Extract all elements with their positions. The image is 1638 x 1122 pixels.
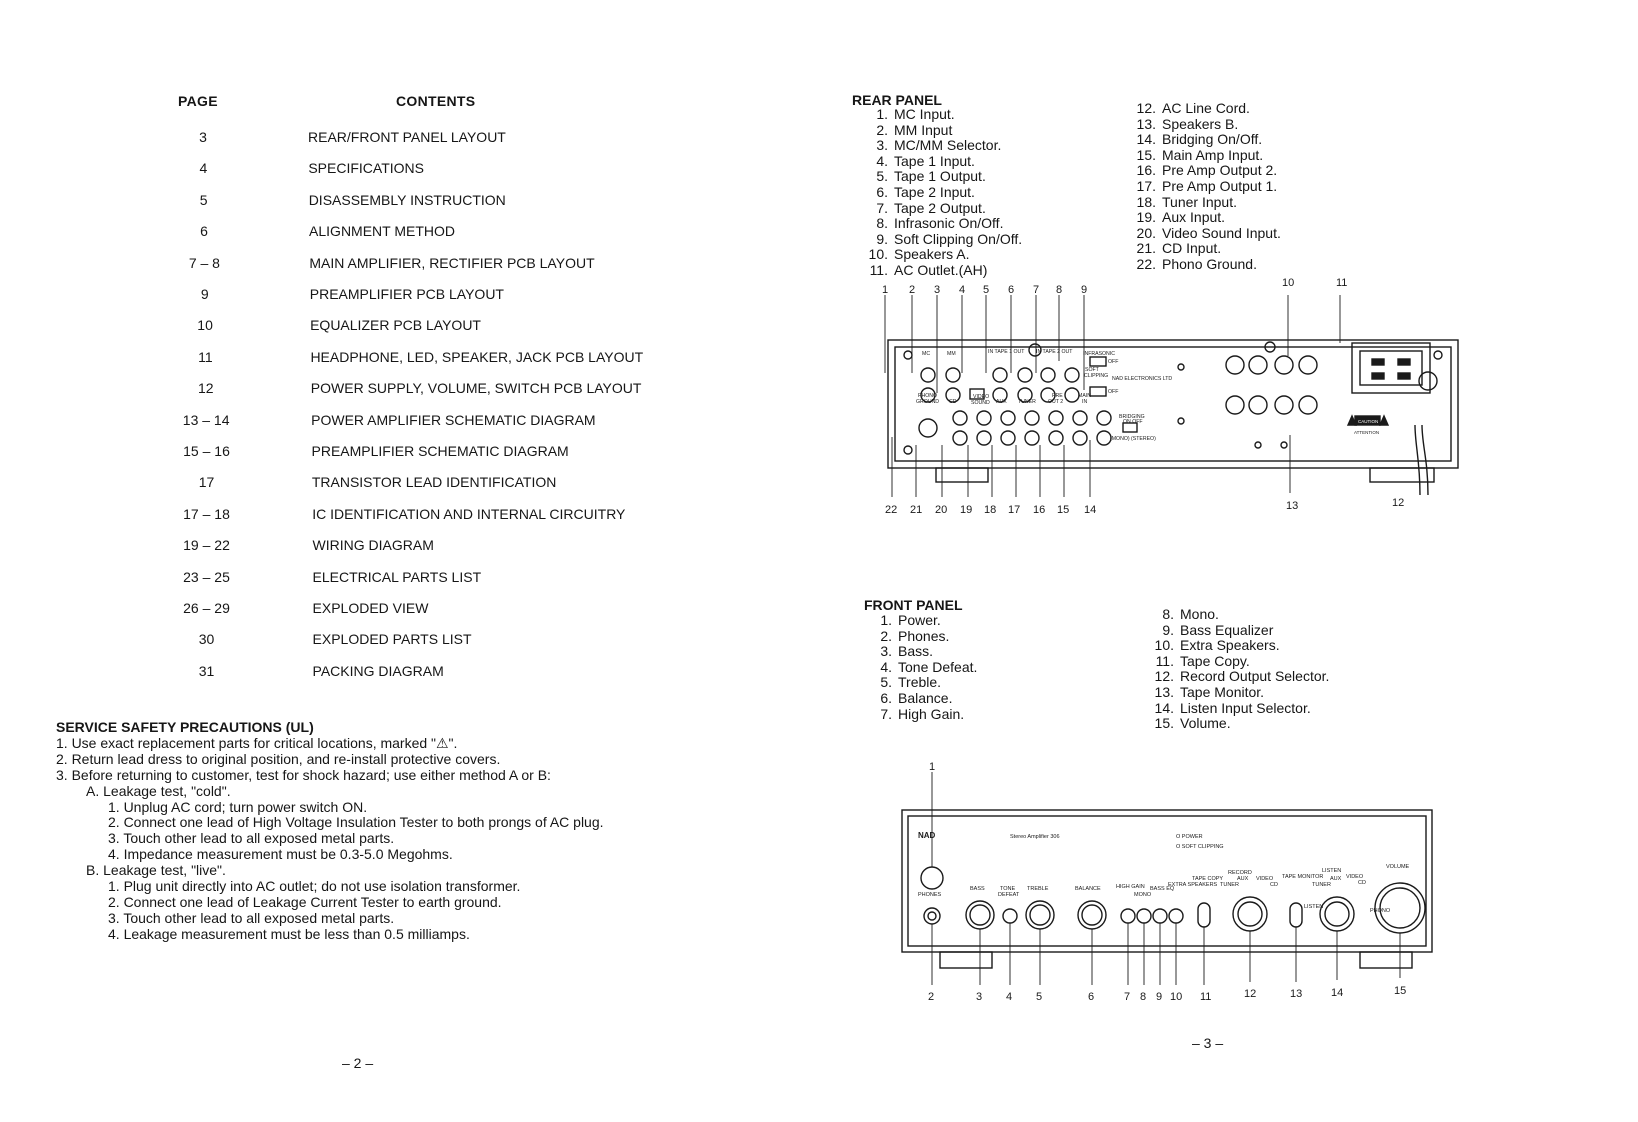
toc-title: WIRING DIAGRAM [312, 537, 434, 554]
svg-text:1: 1 [882, 284, 889, 296]
svg-text:EXTRA SPEAKERS: EXTRA SPEAKERS [1168, 882, 1218, 888]
svg-text:PRE: PRE [1052, 393, 1063, 399]
svg-text:TUNER: TUNER [1018, 399, 1036, 405]
toc-page-number: 6 [200, 223, 208, 240]
list-item-number: 1. [880, 612, 892, 628]
toc-page-number: 5 [199, 191, 208, 208]
svg-text:GROUND: GROUND [916, 399, 940, 405]
list-item-text: Bass Equalizer [1180, 621, 1274, 638]
svg-text:VIDEO: VIDEO [1256, 876, 1274, 882]
list-item-text: Balance. [898, 689, 953, 706]
svg-text:VIDEO: VIDEO [1346, 874, 1364, 880]
list-item [1134, 101, 1281, 117]
toc-page-number: 7 – 8 [188, 254, 220, 271]
list-item-text: Record Output Selector. [1180, 668, 1330, 685]
list-item-text: Volume. [1180, 715, 1231, 732]
list-item-number: 15. [1136, 146, 1156, 163]
toc-page-number: 10 [197, 317, 213, 334]
svg-text:Stereo Amplifier 306: Stereo Amplifier 306 [1010, 834, 1060, 840]
svg-text:OUT 2: OUT 2 [1048, 399, 1064, 405]
svg-text:VIDEO: VIDEO [973, 394, 990, 400]
toc-title: POWER SUPPLY, VOLUME, SWITCH PCB LAYOUT [310, 380, 642, 397]
list-item [870, 675, 977, 691]
list-item-number: 5. [876, 168, 888, 185]
list-item-text: Power. [898, 612, 941, 628]
speaker-terminals [1226, 356, 1317, 448]
svg-text:LISTEN: LISTEN [1304, 904, 1324, 910]
page-number-right: – 3 – [1192, 1035, 1224, 1051]
list-item [1152, 701, 1329, 717]
list-item-text: Speakers B. [1162, 115, 1239, 132]
svg-text:MAIN: MAIN [1078, 393, 1091, 399]
list-item-number: 13. [1154, 683, 1174, 700]
toc-page-number: 9 [200, 286, 209, 302]
list-item [866, 185, 1022, 201]
list-item-number: 12. [1136, 100, 1156, 116]
svg-text:CD: CD [949, 399, 957, 405]
svg-text:ATTENTION: ATTENTION [1354, 430, 1380, 435]
list-item-number: 7. [880, 705, 892, 722]
toc-page-number: 17 [198, 474, 215, 491]
svg-text:17: 17 [1008, 504, 1021, 516]
svg-text:5: 5 [1036, 991, 1043, 1003]
list-item [1134, 257, 1281, 273]
list-item-text: Tape 1 Input. [894, 152, 975, 169]
list-item [866, 169, 1022, 185]
svg-text:18: 18 [984, 504, 997, 516]
svg-text:BASS: BASS [970, 886, 985, 892]
list-item-text: Infrasonic On/Off. [894, 215, 1004, 232]
list-item-text: Extra Speakers. [1180, 637, 1280, 654]
svg-text:PHONO: PHONO [1370, 908, 1391, 914]
toc-page-number: 31 [198, 662, 215, 679]
svg-text:19: 19 [960, 504, 973, 516]
list-item-text: Main Amp Input. [1162, 146, 1264, 163]
list-item-number: 22. [1136, 255, 1156, 272]
svg-text:16: 16 [1033, 504, 1046, 516]
svg-text:TREBLE: TREBLE [1027, 886, 1049, 892]
toc-title: MAIN AMPLIFIER, RECTIFIER PCB LAYOUT [309, 254, 595, 271]
svg-text:TUNER: TUNER [1220, 882, 1239, 888]
list-item-text: Tape Monitor. [1180, 683, 1265, 700]
list-item-number: 6. [876, 183, 888, 200]
svg-text:HIGH GAIN: HIGH GAIN [1116, 884, 1145, 890]
toc-page-number: 17 – 18 [183, 505, 230, 522]
svg-text:O SOFT CLIPPING: O SOFT CLIPPING [1176, 844, 1224, 850]
toc-title: HEADPHONE, LED, SPEAKER, JACK PCB LAYOUT [310, 348, 644, 365]
svg-text:TUNER: TUNER [1312, 882, 1331, 888]
list-item-text: Tuner Input. [1162, 193, 1237, 210]
svg-text:8: 8 [1056, 284, 1063, 296]
toc-title: ELECTRICAL PARTS LIST [312, 568, 482, 585]
toc-page-number: 12 [198, 380, 214, 397]
list-item-text: Tone Defeat. [898, 658, 978, 675]
toc-title: EXPLODED PARTS LIST [312, 631, 472, 648]
svg-text:12: 12 [1244, 988, 1257, 1000]
list-item-text: Pre Amp Output 1. [1162, 177, 1278, 194]
toc-title: POWER AMPLIFIER SCHEMATIC DIAGRAM [311, 411, 596, 428]
svg-text:9: 9 [1081, 284, 1088, 296]
safety-line: 3. Before returning to customer, test for shock hazard; use either method A or B: [56, 766, 551, 783]
svg-text:3: 3 [976, 991, 983, 1003]
toc-title: IC IDENTIFICATION AND INTERNAL CIRCUITRY [312, 505, 626, 522]
list-item [1134, 210, 1281, 226]
toc-title: PREAMPLIFIER PCB LAYOUT [309, 286, 504, 302]
svg-text:AUX: AUX [1330, 876, 1342, 882]
front-panel-list-right [1152, 607, 1329, 732]
svg-text:12: 12 [1392, 497, 1405, 509]
list-item [1134, 195, 1281, 211]
list-item-number: 4. [876, 152, 888, 169]
svg-text:CD: CD [1270, 882, 1278, 888]
list-item [866, 232, 1022, 248]
svg-text:2: 2 [928, 991, 935, 1003]
list-item-text: CD Input. [1162, 240, 1222, 257]
svg-text:10: 10 [1282, 277, 1295, 289]
svg-text:INFRASONIC: INFRASONIC [1083, 351, 1115, 357]
list-item [1152, 669, 1329, 685]
page-number-left: – 2 – [342, 1055, 374, 1071]
list-item [1152, 716, 1329, 732]
svg-text:8: 8 [1140, 991, 1147, 1003]
svg-text:SOFT: SOFT [1085, 367, 1099, 373]
svg-text:NAD ELECTRONICS LTD: NAD ELECTRONICS LTD [1112, 376, 1173, 382]
list-item [866, 201, 1022, 217]
svg-text:9: 9 [1156, 991, 1163, 1003]
svg-text:IN TAPE 1 OUT: IN TAPE 1 OUT [988, 349, 1025, 355]
svg-text:14: 14 [1084, 504, 1097, 516]
toc-page-header: PAGE [178, 93, 218, 109]
toc-title: SPECIFICATIONS [308, 160, 424, 177]
rear-panel-list-left [866, 107, 1022, 279]
toc-title: DISASSEMBLY INSTRUCTION [308, 191, 506, 208]
rear-panel-list-right [1134, 101, 1281, 273]
list-item-number: 2. [876, 121, 888, 138]
list-item-text: Aux Input. [1162, 209, 1226, 226]
svg-text:(MONO) (STEREO): (MONO) (STEREO) [1110, 436, 1156, 442]
toc-title: REAR/FRONT PANEL LAYOUT [308, 129, 506, 145]
list-item-number: 10. [1154, 637, 1174, 654]
list-item-number: 14. [1154, 699, 1174, 716]
toc-page-number: 30 [198, 631, 215, 648]
list-item-number: 11. [869, 261, 888, 278]
safety-line: 1. Plug unit directly into AC outlet; do not use isolation transformer. [108, 878, 521, 895]
toc-page-number: 11 [198, 348, 213, 365]
list-item-text: AC Line Cord. [1162, 100, 1250, 116]
svg-text:CAUTION: CAUTION [1358, 419, 1379, 424]
list-item [1152, 607, 1329, 623]
list-item-text: Pre Amp Output 2. [1162, 162, 1278, 179]
safety-line: 1. Use exact replacement parts for critical locations, marked "⚠". [56, 734, 458, 751]
safety-line: B. Leakage test, "live". [86, 862, 226, 879]
svg-text:OFF: OFF [1108, 389, 1119, 395]
list-item-number: 12. [1154, 668, 1174, 685]
list-item-text: Tape 2 Input. [894, 183, 975, 200]
front-panel-diagram [880, 760, 1460, 1020]
list-item [866, 263, 1022, 279]
list-item-number: 18. [1136, 193, 1156, 210]
list-item [1134, 241, 1281, 257]
svg-text:1: 1 [929, 761, 936, 773]
list-item-number: 3. [880, 643, 892, 660]
list-item-number: 16. [1136, 162, 1156, 179]
list-item-text: MM Input [894, 121, 953, 138]
list-item-number: 21. [1136, 240, 1156, 257]
list-item-number: 4. [880, 658, 892, 675]
svg-text:O POWER: O POWER [1176, 834, 1203, 840]
svg-text:13: 13 [1290, 988, 1303, 1000]
toc-page-number: 15 – 16 [183, 443, 230, 459]
list-item-text: Bridging On/Off. [1162, 131, 1263, 148]
svg-text:AUX: AUX [996, 399, 1007, 405]
svg-text:11: 11 [1336, 277, 1348, 289]
list-item-text: Soft Clipping On/Off. [894, 230, 1023, 247]
svg-text:ON OFF: ON OFF [1123, 419, 1143, 425]
svg-text:10: 10 [1170, 991, 1183, 1003]
front-panel-list-left [870, 613, 977, 722]
rear-panel-title: REAR PANEL [852, 92, 942, 108]
list-item-text: Mono. [1180, 606, 1219, 622]
list-item [870, 691, 977, 707]
svg-text:2: 2 [909, 284, 916, 296]
svg-text:PHONES: PHONES [918, 892, 942, 898]
list-item [870, 629, 977, 645]
svg-text:15: 15 [1394, 985, 1407, 997]
toc-page-number: 3 [199, 129, 207, 145]
list-item-number: 13. [1136, 115, 1156, 132]
toc-contents-header: CONTENTS [396, 93, 476, 109]
list-item-text: Listen Input Selector. [1180, 699, 1311, 716]
list-item [1134, 132, 1281, 148]
toc-page-number: 23 – 25 [183, 568, 230, 585]
front-panel-title: FRONT PANEL [864, 597, 963, 613]
safety-line: 2. Return lead dress to original position, and re-install protective covers. [56, 750, 501, 767]
list-item [866, 247, 1022, 263]
list-item-number: 20. [1136, 224, 1156, 241]
list-item-number: 9. [1162, 621, 1174, 638]
toc-page-number: 26 – 29 [183, 600, 230, 616]
svg-text:15: 15 [1057, 504, 1070, 516]
list-item-number: 2. [880, 627, 892, 644]
toc-page-number: 4 [199, 160, 208, 177]
list-item [1134, 179, 1281, 195]
svg-text:LISTEN: LISTEN [1322, 868, 1342, 874]
rca-jacks-bottom [919, 411, 1111, 445]
safety-line: 2. Connect one lead of High Voltage Insulation Tester to both prongs of AC plug. [108, 814, 604, 831]
list-item [1152, 654, 1329, 670]
svg-text:MONO: MONO [1134, 892, 1152, 898]
list-item-number: 6. [880, 689, 892, 706]
list-item-text: MC Input. [894, 106, 955, 122]
svg-text:7: 7 [1124, 991, 1131, 1003]
list-item-text: MC/MM Selector. [894, 137, 1002, 154]
list-item-number: 19. [1136, 209, 1156, 226]
svg-text:AUX: AUX [1237, 876, 1249, 882]
list-item-number: 7. [876, 199, 888, 216]
list-item-number: 15. [1154, 715, 1174, 732]
list-item-number: 14. [1136, 131, 1156, 148]
svg-text:6: 6 [1088, 991, 1095, 1003]
list-item [1134, 148, 1281, 164]
svg-text:6: 6 [1008, 284, 1015, 296]
list-item-number: 17. [1136, 177, 1156, 194]
svg-text:7: 7 [1033, 284, 1040, 296]
svg-text:MC: MC [922, 351, 931, 357]
list-item [1152, 685, 1329, 701]
list-item-number: 10. [868, 246, 888, 263]
svg-text:BASS EQ: BASS EQ [1150, 886, 1175, 892]
svg-text:5: 5 [983, 284, 990, 296]
safety-precautions [56, 720, 604, 943]
safety-line: 4. Leakage measurement must be less than 0.5 milliamps. [108, 925, 470, 942]
list-item-text: Treble. [898, 674, 942, 691]
svg-text:MM: MM [947, 351, 956, 357]
list-item [1152, 623, 1329, 639]
svg-text:SOUND: SOUND [971, 400, 990, 406]
safety-title: SERVICE SAFETY PRECAUTIONS (UL) [56, 719, 314, 735]
svg-text:RECORD: RECORD [1228, 870, 1252, 876]
svg-text:OFF: OFF [1108, 359, 1119, 365]
list-item [866, 107, 1022, 123]
list-item [1134, 163, 1281, 179]
list-item [870, 707, 977, 723]
svg-text:4: 4 [959, 284, 966, 296]
svg-text:NAD: NAD [918, 831, 936, 840]
list-item-text: Bass. [898, 643, 934, 660]
svg-text:3: 3 [934, 284, 941, 296]
svg-text:4: 4 [1006, 991, 1013, 1003]
list-item [1152, 638, 1329, 654]
list-item [870, 644, 977, 660]
list-item [866, 216, 1022, 232]
list-item-text: Tape 2 Output. [894, 199, 986, 216]
list-item-number: 1. [876, 106, 888, 122]
safety-line: 2. Connect one lead of Leakage Current Tester to earth ground. [108, 893, 502, 910]
safety-line: 4. Impedance measurement must be 0.3-5.0 Megohms. [108, 846, 453, 863]
svg-text:22: 22 [885, 504, 898, 516]
safety-line: 3. Touch other lead to all exposed metal parts. [108, 909, 395, 926]
svg-text:BALANCE: BALANCE [1075, 886, 1101, 892]
safety-line: 1. Unplug AC cord; turn power switch ON. [108, 798, 368, 815]
svg-text:DEFEAT: DEFEAT [998, 892, 1020, 898]
list-item [1134, 117, 1281, 133]
list-item [870, 613, 977, 629]
list-item-text: Speakers A. [894, 246, 970, 263]
list-item-text: Phono Ground. [1162, 255, 1257, 272]
svg-text:TAPE MONITOR: TAPE MONITOR [1282, 874, 1324, 880]
rear-panel-diagram [840, 277, 1500, 545]
list-item-number: 11. [1155, 652, 1174, 669]
svg-text:IN TAPE 2 OUT: IN TAPE 2 OUT [1036, 349, 1073, 355]
toc-title: EQUALIZER PCB LAYOUT [310, 317, 481, 334]
svg-text:14: 14 [1331, 987, 1344, 999]
svg-text:IN: IN [1082, 399, 1088, 405]
toc-title: ALIGNMENT METHOD [309, 223, 456, 240]
toc-title: PACKING DIAGRAM [312, 662, 444, 679]
list-item-number: 5. [880, 674, 892, 691]
svg-text:13: 13 [1286, 500, 1299, 512]
list-item [866, 138, 1022, 154]
list-item-number: 8. [1162, 606, 1174, 622]
toc-page-number: 19 – 22 [183, 537, 230, 554]
list-item-number: 3. [876, 137, 888, 154]
svg-text:VOLUME: VOLUME [1386, 864, 1410, 870]
svg-text:21: 21 [910, 504, 923, 516]
svg-text:PHONO: PHONO [918, 393, 938, 399]
list-item-text: AC Outlet.(AH) [894, 261, 988, 278]
list-item-text: High Gain. [898, 705, 965, 722]
toc-title: TRANSISTOR LEAD IDENTIFICATION [311, 474, 557, 491]
list-item [866, 123, 1022, 139]
toc-title: PREAMPLIFIER SCHEMATIC DIAGRAM [311, 443, 569, 459]
svg-text:20: 20 [935, 504, 948, 516]
svg-text:BRIDGING: BRIDGING [1119, 414, 1145, 420]
svg-text:TAPE COPY: TAPE COPY [1192, 876, 1224, 882]
svg-text:CD: CD [1358, 880, 1366, 886]
svg-text:CLIPPING: CLIPPING [1084, 373, 1109, 379]
list-item-text: Tape Copy. [1180, 652, 1250, 669]
toc-title: EXPLODED VIEW [312, 600, 429, 616]
svg-text:11: 11 [1200, 991, 1212, 1003]
safety-line: 3. Touch other lead to all exposed metal parts. [108, 830, 395, 847]
toc-page-number: 13 – 14 [182, 411, 230, 428]
safety-line: A. Leakage test, "cold". [86, 782, 231, 799]
list-item [866, 154, 1022, 170]
list-item [870, 660, 977, 676]
list-item-text: Video Sound Input. [1162, 224, 1281, 241]
list-item [1134, 226, 1281, 242]
list-item-text: Phones. [898, 627, 950, 644]
list-item-number: 8. [876, 215, 888, 232]
list-item-number: 9. [876, 230, 888, 247]
svg-text:TONE: TONE [1000, 886, 1016, 892]
list-item-text: Tape 1 Output. [894, 168, 986, 185]
